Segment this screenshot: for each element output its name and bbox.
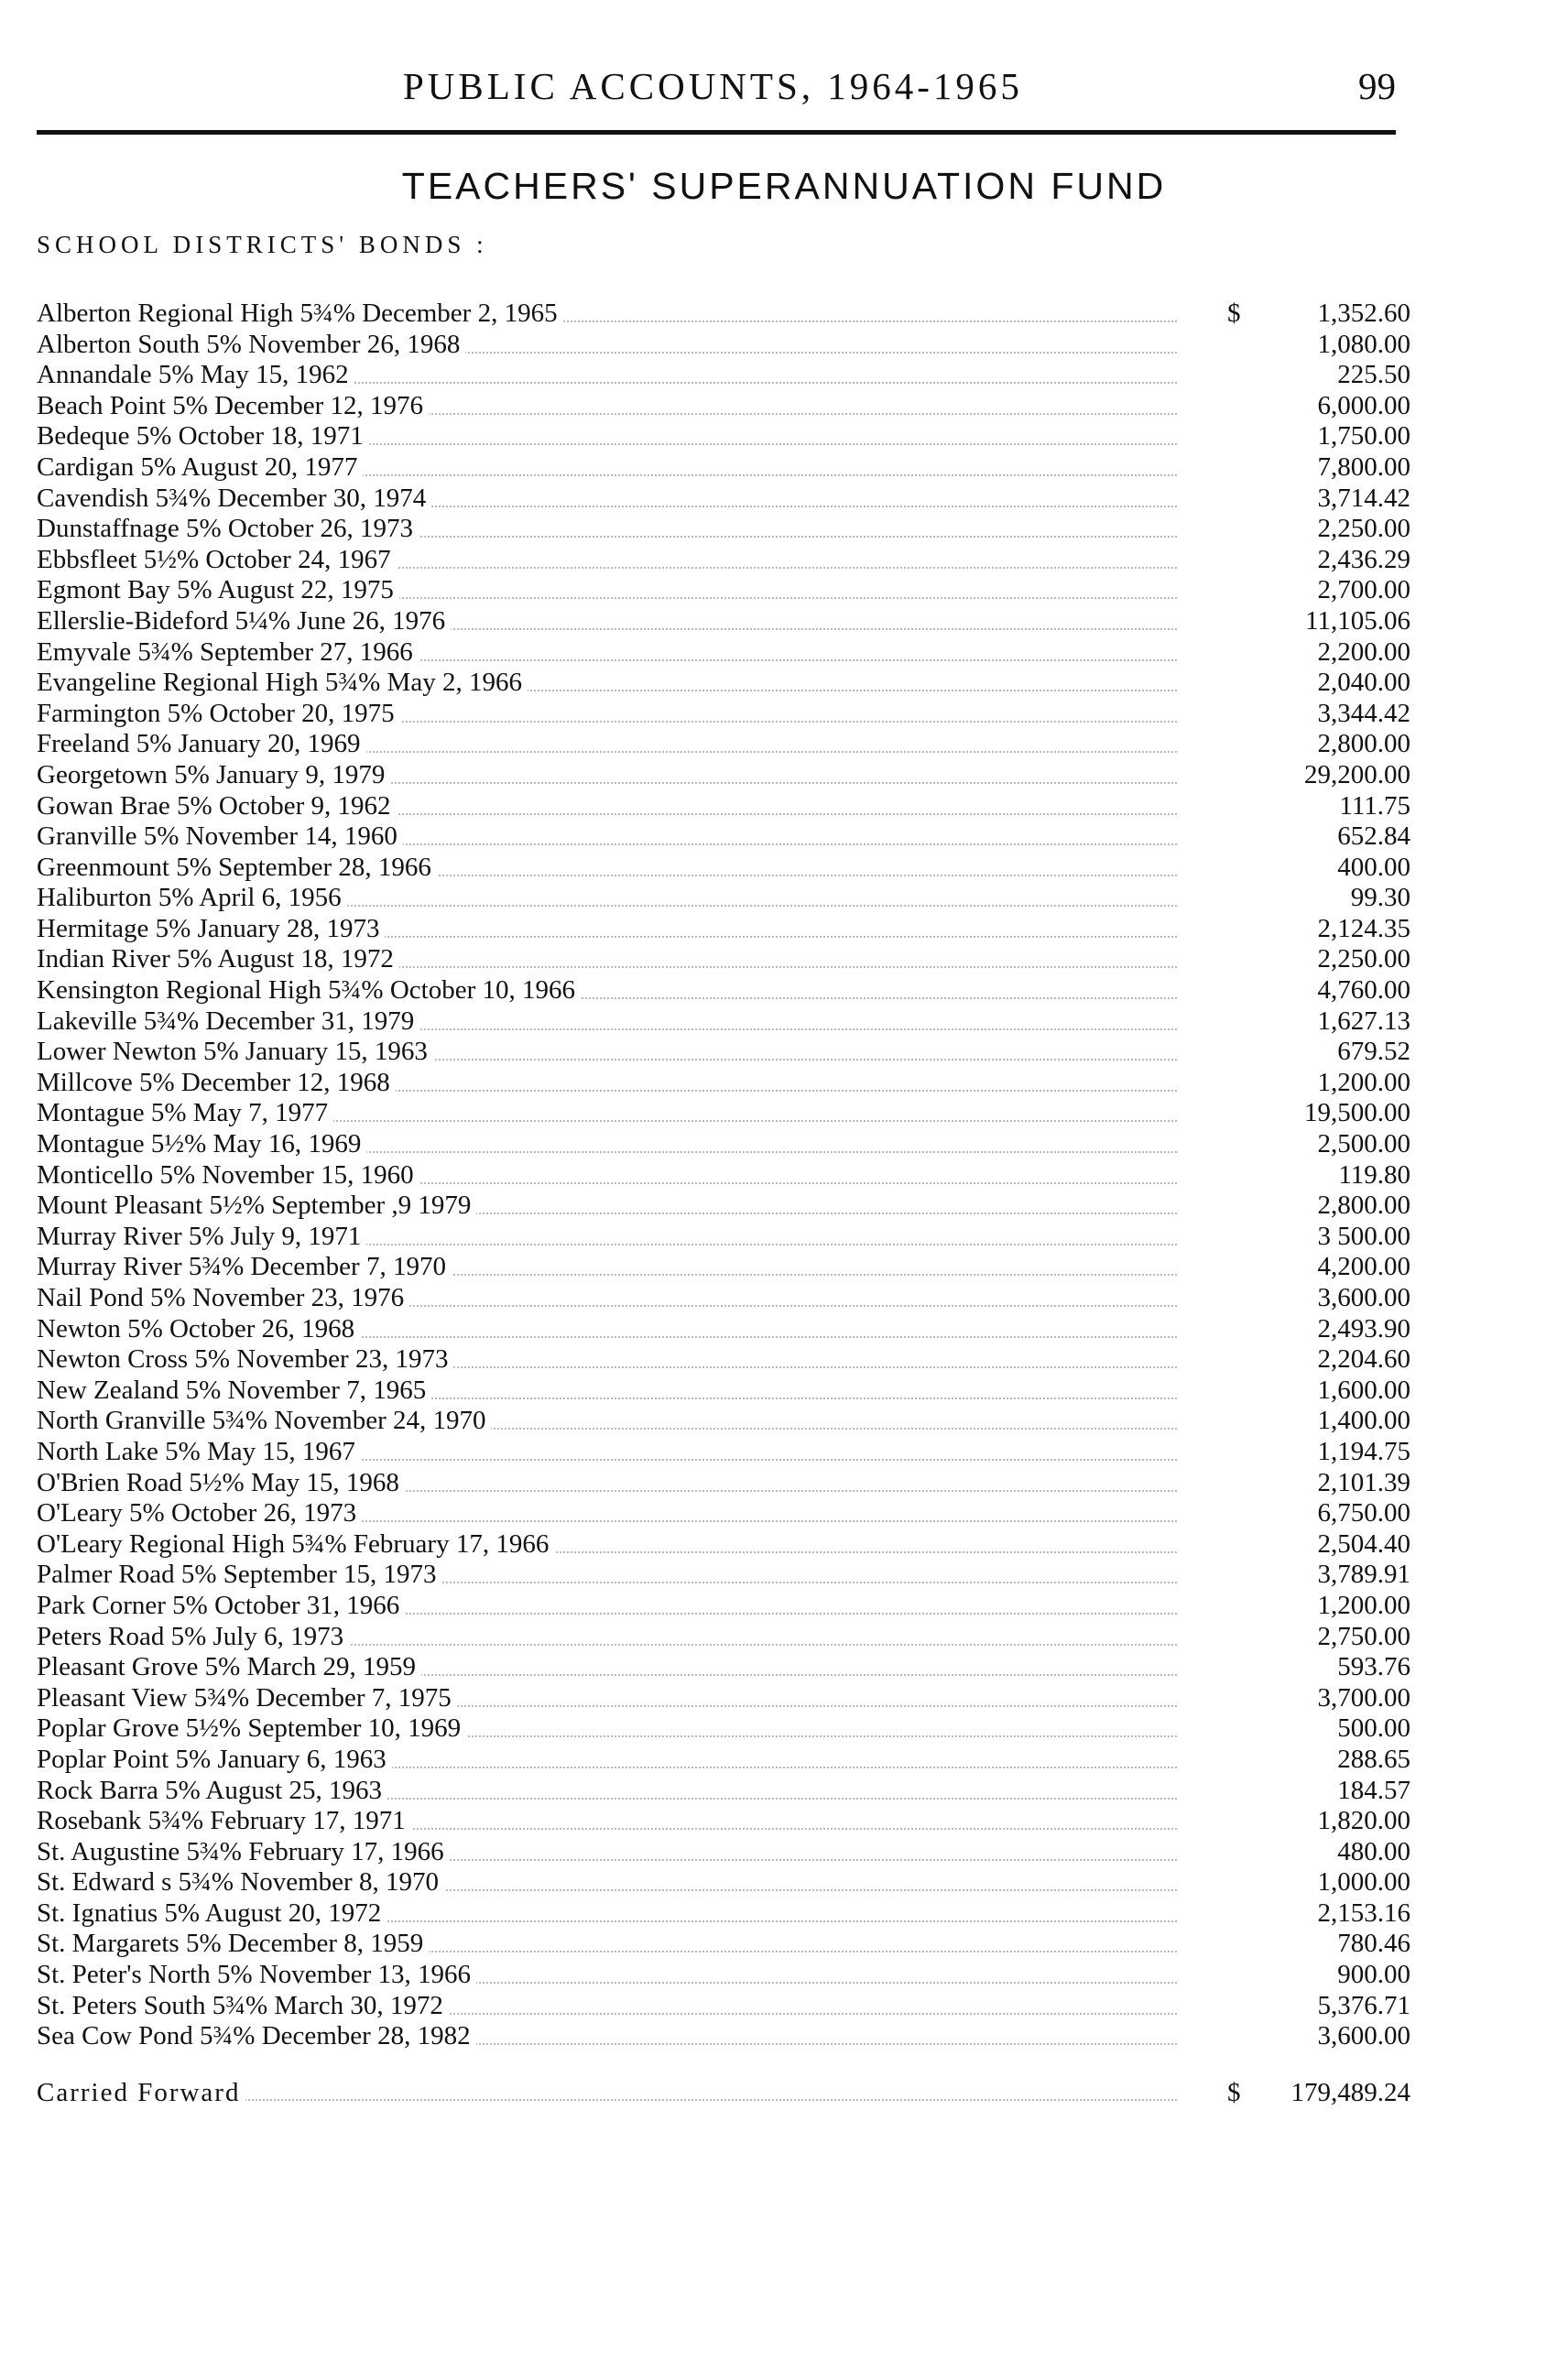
bond-description: Beach Point 5% December 12, 1976 [37,391,429,422]
ledger-row [37,975,1410,1006]
bond-description: Kensington Regional High 5¾% October 10, 1966 [37,975,581,1006]
ledger-row [37,821,1410,853]
bond-amount: 1,600.00 [1317,1375,1410,1405]
bond-amount: 119.80 [1338,1159,1410,1190]
bond-ledger [37,299,1410,2052]
currency-symbol: $ [1227,299,1241,328]
ledger-row [37,1037,1410,1068]
bond-description: Newton Cross 5% November 23, 1973 [37,1344,453,1376]
bond-description: O'Brien Road 5½% May 15, 1968 [37,1468,405,1499]
ledger-row [37,1344,1410,1376]
ledger-row [37,1468,1410,1499]
bond-amount: 3,600.00 [1317,2021,1410,2051]
bond-amount: 184.57 [1337,1775,1410,1805]
ledger-row [37,606,1410,637]
bond-description: St. Ignatius 5% August 20, 1972 [37,1898,387,1930]
bond-description: Peters Road 5% July 6, 1973 [37,1622,349,1653]
ledger-row [37,1867,1410,1898]
ledger-row [37,1991,1410,2022]
ledger-row [37,1622,1410,1653]
bond-description: Evangeline Regional High 5¾% May 2, 1966 [37,668,528,699]
bond-description: Newton 5% October 26, 1968 [37,1314,360,1345]
bond-description: Ebbsfleet 5½% October 24, 1967 [37,545,397,576]
fund-title: TEACHERS' SUPERANNUATION FUND [401,165,1167,207]
bond-description: Alberton South 5% November 26, 1968 [37,330,465,361]
bond-amount: 2,800.00 [1317,1191,1410,1221]
ledger-row [37,1068,1410,1099]
bond-description: Monticello 5% November 15, 1960 [37,1160,419,1191]
ledger-row [37,1406,1410,1437]
bond-amount: 2,800.00 [1317,729,1410,759]
ledger-row [37,1437,1410,1468]
bond-amount: 2,040.00 [1317,668,1410,698]
ledger-row [37,1560,1410,1591]
ledger-row [37,853,1410,884]
bond-description: Palmer Road 5% September 15, 1973 [37,1560,442,1591]
bond-description: Lower Newton 5% January 15, 1963 [37,1037,433,1068]
bond-amount: 593.76 [1337,1652,1410,1682]
ledger-row [37,1191,1410,1222]
bond-amount: 2,153.16 [1317,1898,1410,1928]
bond-description: O'Leary 5% October 26, 1973 [37,1498,362,1529]
ledger-row [37,299,1410,330]
bond-amount: 480.00 [1337,1836,1410,1866]
bond-amount: 500.00 [1337,1713,1410,1744]
ledger-row [37,1314,1410,1345]
bond-description: Cardigan 5% August 20, 1977 [37,452,363,484]
bond-amount: 652.84 [1337,821,1410,852]
bond-amount: 679.52 [1337,1037,1410,1067]
bond-amount: 2,700.00 [1317,575,1410,605]
ledger-row [37,1098,1410,1129]
ledger-row [37,1160,1410,1191]
ledger-row [37,1929,1410,1960]
bond-description: Cavendish 5¾% December 30, 1974 [37,484,431,515]
bond-amount: 3 500.00 [1317,1221,1410,1251]
bond-description: Annandale 5% May 15, 1962 [37,360,354,391]
bond-description: Alberton Regional High 5¾% December 2, 1965 [37,299,563,330]
running-title: PUBLIC ACCOUNTS, 1964-1965 [403,65,1023,107]
bond-amount: 2,250.00 [1317,514,1410,544]
ledger-row [37,1652,1410,1683]
ledger-row [37,668,1410,699]
bond-amount: 1,820.00 [1317,1806,1410,1836]
ledger-row [37,1591,1410,1622]
bond-amount: 1,200.00 [1317,1590,1410,1620]
bond-description: Ellerslie-Bideford 5¼% June 26, 1976 [37,606,451,637]
ledger-row [37,484,1410,515]
running-header [0,64,1568,119]
ledger-row [37,1222,1410,1253]
bond-description: St. Margarets 5% December 8, 1959 [37,1929,429,1960]
ledger-row [37,545,1410,576]
carried-forward-label: Carried Forward [37,2077,245,2108]
bond-description: Hermitage 5% January 28, 1973 [37,914,385,945]
bond-description: Nail Pond 5% November 23, 1976 [37,1283,409,1314]
bond-amount: 1,627.13 [1317,1006,1410,1036]
bond-description: North Lake 5% May 15, 1967 [37,1437,361,1468]
bond-description: Poplar Grove 5½% September 10, 1969 [37,1713,466,1745]
ledger-row [37,575,1410,606]
bond-amount: 2,500.00 [1317,1129,1410,1159]
bond-amount: 6,750.00 [1317,1498,1410,1528]
bond-description: Montague 5% May 7, 1977 [37,1098,333,1129]
bond-amount: 1,000.00 [1317,1867,1410,1898]
bond-amount: 7,800.00 [1317,451,1410,482]
bond-description: Rock Barra 5% August 25, 1963 [37,1776,387,1807]
bond-amount: 2,504.40 [1317,1528,1410,1559]
bond-description: Bedeque 5% October 18, 1971 [37,421,369,452]
ledger-row [37,391,1410,422]
bond-description: Poplar Point 5% January 6, 1963 [37,1745,392,1776]
bond-amount: 2,250.00 [1317,944,1410,974]
header-rule [37,130,1396,135]
ledger-row [37,421,1410,452]
ledger-row [37,883,1410,914]
bond-amount: 2,204.60 [1317,1344,1410,1375]
currency-symbol: $ [1227,2078,1241,2107]
bond-description: Haliburton 5% April 6, 1956 [37,883,347,914]
bond-amount: 2,750.00 [1317,1621,1410,1651]
bond-amount: 2,124.35 [1317,913,1410,943]
bond-amount: 225.50 [1337,360,1410,390]
bond-description: St. Peter's North 5% November 13, 1966 [37,1960,476,1991]
bond-description: North Granville 5¾% November 24, 1970 [37,1406,491,1437]
bond-amount: 5,376.71 [1317,1990,1410,2020]
carried-forward-amount: 179,489.24 [1290,2078,1410,2107]
bond-amount: 1,352.60 [1317,299,1410,328]
bond-amount: 780.46 [1337,1929,1410,1959]
ledger-row [37,1683,1410,1714]
bond-amount: 1,080.00 [1317,329,1410,359]
ledger-row [37,791,1410,822]
bond-description: Lakeville 5¾% December 31, 1979 [37,1006,419,1038]
bond-description: Park Corner 5% October 31, 1966 [37,1591,405,1622]
bond-description: St. Peters South 5¾% March 30, 1972 [37,1991,449,2022]
bond-amount: 1,750.00 [1317,421,1410,451]
page-number: 99 [1358,65,1396,107]
bond-description: Greenmount 5% September 28, 1966 [37,853,437,884]
ledger-row [37,1252,1410,1283]
ledger-row [37,1776,1410,1807]
bond-description: Egmont Bay 5% August 22, 1975 [37,575,399,606]
bond-amount: 3,789.91 [1317,1560,1410,1590]
bond-description: Murray River 5% July 9, 1971 [37,1222,366,1253]
bond-description: Sea Cow Pond 5¾% December 28, 1982 [37,2021,476,2052]
ledger-row [37,1129,1410,1160]
ledger-row [37,1376,1410,1407]
ledger-row [37,637,1410,669]
ledger-row [37,330,1410,361]
bond-amount: 900.00 [1337,1960,1410,1990]
bond-description: Emyvale 5¾% September 27, 1966 [37,637,419,669]
bond-description: O'Leary Regional High 5¾% February 17, 1966 [37,1529,554,1561]
bond-description: Gowan Brae 5% October 9, 1962 [37,791,397,822]
bond-amount: 3,600.00 [1317,1283,1410,1312]
ledger-row [37,514,1410,545]
bond-amount: 99.30 [1350,883,1410,913]
ledger-row [37,1898,1410,1930]
ledger-row [37,1960,1410,1991]
bond-amount: 4,200.00 [1317,1252,1410,1282]
bond-amount: 3,714.42 [1317,483,1410,513]
bond-description: New Zealand 5% November 7, 1965 [37,1376,431,1407]
bond-amount: 29,200.00 [1304,759,1410,789]
bond-description: Murray River 5¾% December 7, 1970 [37,1252,452,1283]
bond-description: Pleasant Grove 5% March 29, 1959 [37,1652,421,1683]
ledger-row [37,1006,1410,1038]
bond-amount: 400.00 [1337,852,1410,882]
bond-description: Farmington 5% October 20, 1975 [37,699,400,730]
bond-description: Dunstaffnage 5% October 26, 1973 [37,514,419,545]
bond-amount: 3,700.00 [1317,1682,1410,1713]
bond-amount: 1,400.00 [1317,1406,1410,1436]
ledger-row [37,699,1410,730]
bond-description: Mount Pleasant 5½% September ,9 1979 [37,1191,476,1222]
bond-amount: 2,200.00 [1317,636,1410,667]
ledger-row [37,360,1410,391]
ledger-row [37,944,1410,975]
bond-description: Millcove 5% December 12, 1968 [37,1068,396,1099]
carried-forward-row [37,2077,1410,2108]
ledger-row [37,452,1410,484]
ledger-row [37,2021,1410,2052]
ledger-row [37,1713,1410,1745]
bond-description: Georgetown 5% January 9, 1979 [37,760,390,791]
ledger-row [37,1806,1410,1837]
section-label: SCHOOL DISTRICTS' BONDS : [37,231,488,258]
ledger-row [37,1837,1410,1868]
ledger-row [37,914,1410,945]
ledger-row [37,1745,1410,1776]
bond-amount: 1,194.75 [1317,1436,1410,1466]
bond-amount: 19,500.00 [1304,1098,1410,1128]
bond-amount: 3,344.42 [1317,698,1410,728]
ledger-row [37,1498,1410,1529]
bond-amount: 1,200.00 [1317,1067,1410,1097]
bond-amount: 2,436.29 [1317,544,1410,574]
bond-description: Pleasant View 5¾% December 7, 1975 [37,1683,457,1714]
ledger-row [37,1283,1410,1314]
bond-description: Granville 5% November 14, 1960 [37,821,403,853]
ledger-row [37,1529,1410,1561]
bond-amount: 2,493.90 [1317,1313,1410,1343]
bond-amount: 111.75 [1339,790,1410,821]
bond-description: Freeland 5% January 20, 1969 [37,729,366,760]
bond-description: Montague 5½% May 16, 1969 [37,1129,366,1160]
ledger-row [37,729,1410,760]
bond-description: St. Edward s 5¾% November 8, 1970 [37,1867,444,1898]
bond-amount: 2,101.39 [1317,1467,1410,1497]
bond-description: St. Augustine 5¾% February 17, 1966 [37,1837,450,1868]
bond-description: Indian River 5% August 18, 1972 [37,944,399,975]
bond-amount: 6,000.00 [1317,390,1410,420]
bond-description: Rosebank 5¾% February 17, 1971 [37,1806,411,1837]
bond-amount: 288.65 [1337,1744,1410,1774]
bond-amount: 4,760.00 [1317,975,1410,1006]
bond-amount: 11,105.06 [1305,605,1410,636]
ledger-row [37,760,1410,791]
